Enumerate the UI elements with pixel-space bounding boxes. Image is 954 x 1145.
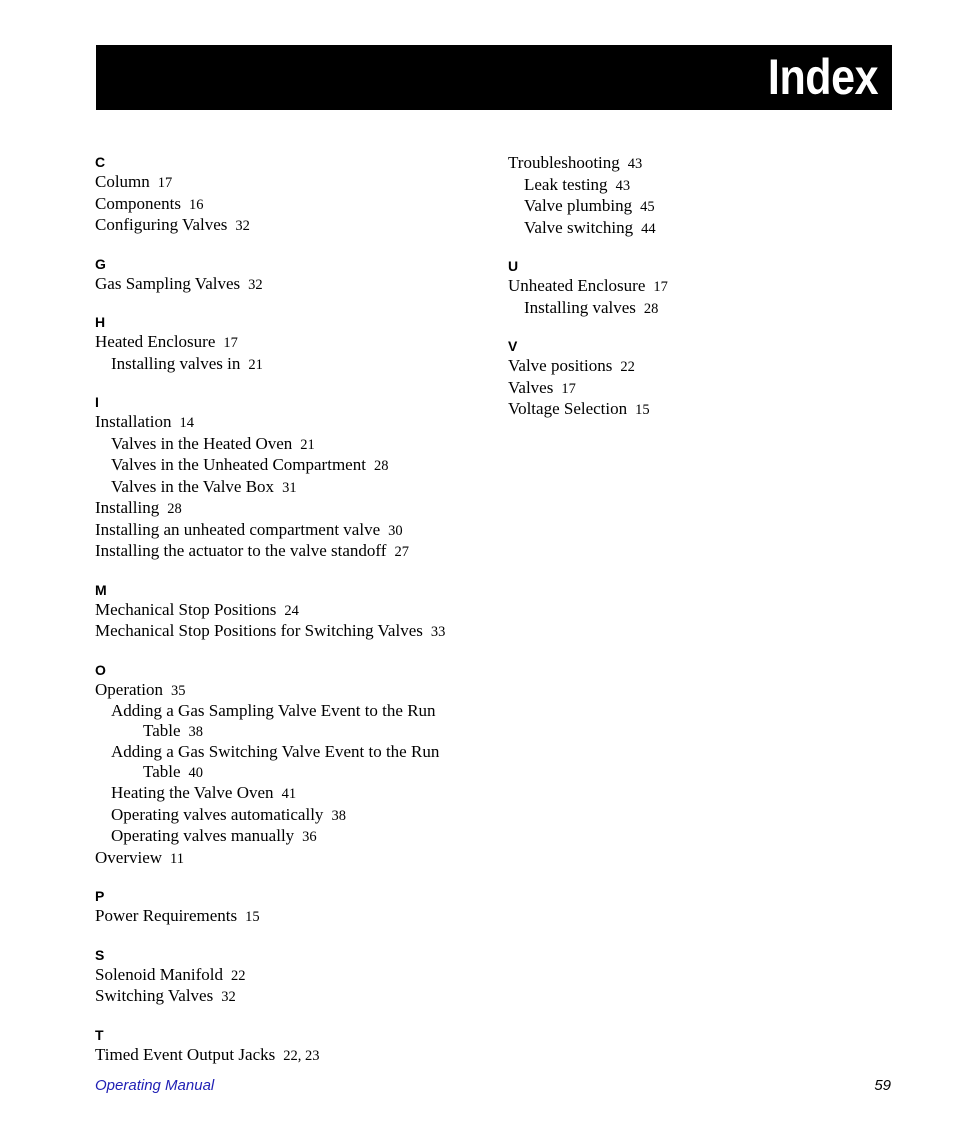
page-ref[interactable]: 32 (248, 276, 263, 293)
entry-text: Leak testing (524, 174, 608, 194)
page-ref[interactable]: 17 (561, 380, 576, 397)
entry-text: Operating valves automatically (111, 804, 324, 824)
entry-text: Unheated Enclosure (508, 276, 646, 295)
entry-text: Operating valves manually (111, 826, 295, 845)
index-entry (95, 172, 495, 194)
entry-text: Table (143, 720, 181, 740)
section-letter: P (95, 888, 105, 904)
entry-text: Overview (95, 847, 163, 867)
index-subentry-continuation (95, 762, 495, 784)
entry-text: Switching Valves (95, 986, 214, 1005)
page-ref[interactable]: 15 (245, 909, 260, 925)
page-ref[interactable]: 11 (170, 850, 184, 867)
section-letter: I (95, 394, 99, 410)
index-entry (95, 621, 495, 643)
entry-text: Installing the actuator to the valve standoff (95, 541, 387, 560)
index-entry (95, 1045, 495, 1067)
index-entry (508, 356, 888, 378)
page-ref[interactable]: 30 (388, 522, 403, 539)
index-entry (95, 498, 495, 520)
entry-text: Valves in the Valve Box (111, 476, 275, 496)
page-ref[interactable]: 43 (627, 156, 643, 172)
index-subentry (95, 701, 495, 721)
index-entry (95, 412, 495, 434)
index-section-v (508, 337, 888, 421)
entry-text: Column (95, 172, 150, 191)
page-ref[interactable]: 17 (653, 279, 668, 295)
index-entry (508, 153, 888, 175)
index-entry (508, 276, 888, 298)
section-letter: M (95, 581, 107, 598)
index-section-o (95, 661, 495, 870)
entry-text: Installation (95, 412, 172, 431)
page-ref[interactable]: 24 (284, 602, 299, 619)
footer-manual-name: Operating Manual (95, 1077, 215, 1094)
index-section-i (95, 393, 495, 563)
entry-text: Voltage Selection (508, 399, 628, 418)
page-ref[interactable]: 28 (167, 501, 182, 517)
page-ref[interactable]: 41 (281, 786, 297, 802)
page-ref[interactable]: 28 (373, 458, 389, 474)
index-entry (95, 906, 495, 928)
index-subentry (508, 298, 888, 320)
index-column-right (508, 153, 888, 439)
page-ref[interactable]: 22, 23 (283, 1047, 320, 1064)
page-ref[interactable]: 44 (641, 220, 656, 237)
index-section-t (95, 1026, 495, 1067)
entry-text: Valves (508, 377, 554, 397)
section-letter: G (95, 255, 106, 272)
index-column-left (95, 153, 495, 1084)
entry-text: Components (95, 193, 181, 213)
page-ref[interactable]: 36 (302, 829, 317, 845)
entry-text: Troubleshooting (508, 153, 620, 172)
index-section-g (95, 255, 495, 296)
index-subentry (508, 218, 888, 240)
entry-text: Installing valves (524, 297, 636, 317)
index-subentry-continuation (95, 721, 495, 743)
entry-text: Heated Enclosure (95, 332, 216, 351)
page-ref[interactable]: 38 (331, 807, 346, 824)
page-ref[interactable]: 38 (188, 723, 204, 740)
index-subentry (95, 742, 495, 762)
index-entry (95, 986, 495, 1008)
page-ref[interactable]: 21 (248, 356, 263, 373)
entry-text: Valve switching (524, 217, 634, 237)
entry-text: Installing valves in (111, 353, 241, 373)
page-ref[interactable]: 14 (179, 415, 194, 431)
entry-text: Valves in the Unheated Compartment (111, 455, 366, 474)
section-letter: H (95, 314, 106, 330)
page-ref[interactable]: 32 (235, 218, 250, 234)
title-bar (96, 45, 892, 110)
entry-text: Power Requirements (95, 906, 238, 925)
index-entry (95, 600, 495, 622)
index-section-s (95, 946, 495, 1008)
page-ref[interactable]: 16 (188, 196, 204, 213)
page-ref[interactable]: 17 (223, 335, 238, 351)
page-ref[interactable]: 45 (640, 199, 655, 215)
index-subentry (508, 196, 888, 218)
entry-text: Valve positions (508, 356, 613, 375)
page-ref[interactable]: 27 (394, 544, 409, 560)
index-entry (95, 680, 495, 702)
index-entry (95, 194, 495, 216)
page-ref[interactable]: 22 (620, 359, 635, 375)
entry-text: Valve plumbing (524, 196, 633, 215)
page-ref[interactable]: 21 (300, 436, 315, 453)
index-section-p (95, 887, 495, 928)
index-entry (508, 399, 888, 421)
index-entry (95, 520, 495, 542)
page-ref[interactable]: 33 (430, 624, 446, 640)
index-subentry (95, 434, 495, 456)
entry-text: Gas Sampling Valves (95, 273, 241, 293)
page-ref[interactable]: 40 (188, 764, 204, 781)
entry-text: Adding a Gas Sampling Valve Event to the Run (111, 701, 436, 720)
index-section-h (95, 313, 495, 375)
section-letter: S (95, 946, 105, 963)
entry-text: Adding a Gas Switching Valve Event to the Run (111, 742, 440, 761)
index-subentry (95, 805, 495, 827)
entry-text: Mechanical Stop Positions (95, 599, 277, 619)
page-ref[interactable]: 17 (157, 175, 173, 191)
index-subentry (508, 175, 888, 197)
page-ref[interactable]: 35 (170, 682, 186, 699)
footer-page-number: 59 (874, 1077, 891, 1094)
index-entry (95, 332, 495, 354)
entry-text: Installing (95, 498, 160, 517)
entry-text: Configuring Valves (95, 215, 228, 234)
index-entry (95, 215, 495, 237)
section-letter: V (508, 338, 518, 354)
entry-text: Operation (95, 679, 163, 699)
entry-text: Solenoid Manifold (95, 964, 223, 984)
index-section-t-continued (508, 153, 888, 239)
page-ref[interactable]: 22 (230, 967, 246, 984)
section-letter: O (95, 661, 106, 678)
page-ref[interactable]: 28 (643, 300, 659, 317)
entry-text: Heating the Valve Oven (111, 783, 274, 802)
index-subentry (95, 826, 495, 848)
page-title: Index (767, 49, 878, 105)
index-entry (95, 541, 495, 563)
index-subentry (95, 455, 495, 477)
section-letter: C (95, 154, 106, 170)
page-ref[interactable]: 15 (635, 402, 650, 418)
index-section-u (508, 257, 888, 319)
index-subentry (95, 783, 495, 805)
page-ref[interactable]: 31 (282, 479, 297, 496)
section-letter: T (95, 1026, 104, 1043)
index-entry (508, 378, 888, 400)
index-section-c (95, 153, 495, 237)
entry-text: Timed Event Output Jacks (95, 1044, 276, 1064)
index-subentry (95, 477, 495, 499)
index-subentry (95, 354, 495, 376)
index-entry (95, 274, 495, 296)
index-section-m (95, 581, 495, 643)
section-letter: U (508, 258, 519, 274)
entry-text: Valves in the Heated Oven (111, 433, 293, 453)
index-entry (95, 965, 495, 987)
entry-text: Installing an unheated compartment valve (95, 519, 381, 539)
entry-text: Table (143, 761, 181, 781)
page-ref[interactable]: 43 (615, 177, 631, 194)
index-entry (95, 848, 495, 870)
entry-text: Mechanical Stop Positions for Switching Valves (95, 621, 423, 640)
page-ref[interactable]: 32 (221, 989, 236, 1005)
